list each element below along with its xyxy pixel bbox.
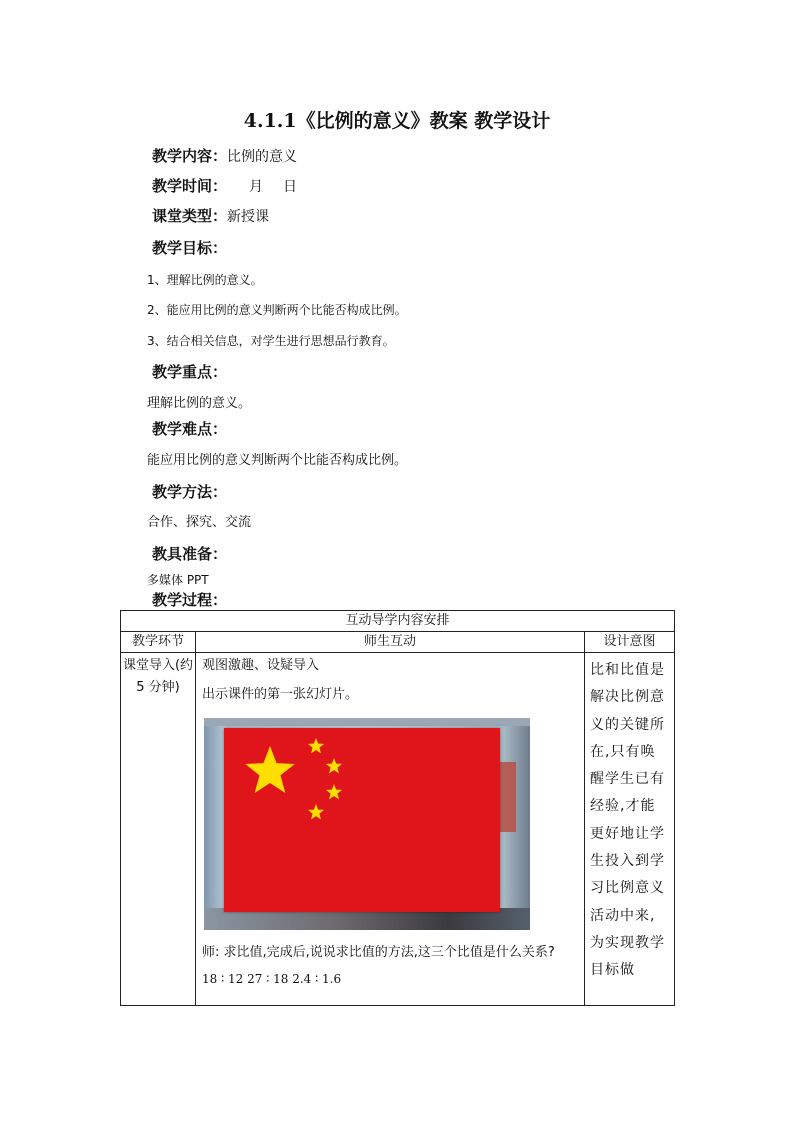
- slide-photo: [204, 718, 530, 930]
- content-value: 比例的意义: [227, 149, 298, 165]
- column-header-intent: 设计意图: [585, 632, 675, 653]
- key-points-text: 理解比例的意义。: [147, 396, 252, 411]
- process-heading: 教学过程：: [152, 591, 228, 609]
- difficulties-heading: 教学难点：: [152, 420, 228, 438]
- methods-heading: 教学方法：: [152, 483, 228, 501]
- process-table: [120, 610, 675, 1006]
- column-header-interaction: 师生互动: [196, 632, 585, 653]
- table-caption: 互动导学内容安排: [121, 611, 675, 632]
- objective-item: 1、理解比例的意义。: [147, 273, 263, 287]
- interaction-cell: [196, 653, 585, 1006]
- materials-heading: 教具准备：: [152, 545, 228, 563]
- ratio-list: 18 ∶ 12 27 ∶ 18 2.4 ∶ 1.6: [202, 972, 342, 986]
- interaction-line: 观图激趣、设疑导入: [202, 658, 320, 673]
- table-row: [121, 653, 675, 1006]
- key-points-heading: 教学重点：: [152, 363, 228, 381]
- lesson-type-field: [152, 206, 269, 227]
- objective-item: 2、能应用比例的意义判断两个比能否构成比例。: [147, 303, 407, 317]
- time-day: 日: [283, 179, 298, 195]
- time-label: 教学时间：: [152, 177, 228, 195]
- content-label: 教学内容：: [152, 147, 228, 165]
- small-star-icon: [326, 758, 342, 773]
- column-header-stage: 教学环节: [121, 632, 196, 653]
- stage-cell: 课堂导入(约 5 分钟): [121, 653, 196, 1006]
- interaction-line: 出示课件的第一张幻灯片。: [202, 687, 359, 702]
- methods-text: 合作、探究、交流: [147, 515, 252, 530]
- content-field: [152, 146, 297, 167]
- large-star-icon: [245, 746, 294, 793]
- small-star-icon: [308, 804, 324, 819]
- lesson-type-label: 课堂类型：: [152, 207, 228, 225]
- difficulties-text: 能应用比例的意义判断两个比能否构成比例。: [147, 453, 408, 468]
- small-star-icon: [308, 738, 324, 753]
- time-field: [152, 176, 297, 197]
- chinese-flag-image: [224, 728, 500, 912]
- objectives-heading: 教学目标：: [152, 239, 228, 257]
- materials-text: 多媒体 PPT: [147, 573, 209, 587]
- lesson-type-value: 新授课: [227, 209, 270, 225]
- teacher-question: 师: 求比值,完成后,说说求比值的方法,这三个比值是什么关系?: [202, 945, 555, 960]
- time-month: 月: [249, 179, 264, 195]
- small-star-icon: [326, 784, 342, 799]
- document-title: 4.1.1《比例的意义》教案 教学设计: [243, 110, 551, 132]
- intent-cell: 比和比值是解决比例意义的关键所在,只有唤醒学生已有经验,才能更好地让学生投入到学习比例意义活动中来,为实现教学目标做: [585, 653, 675, 1006]
- objective-item: 3、结合相关信息，对学生进行思想品行教育。: [147, 334, 395, 348]
